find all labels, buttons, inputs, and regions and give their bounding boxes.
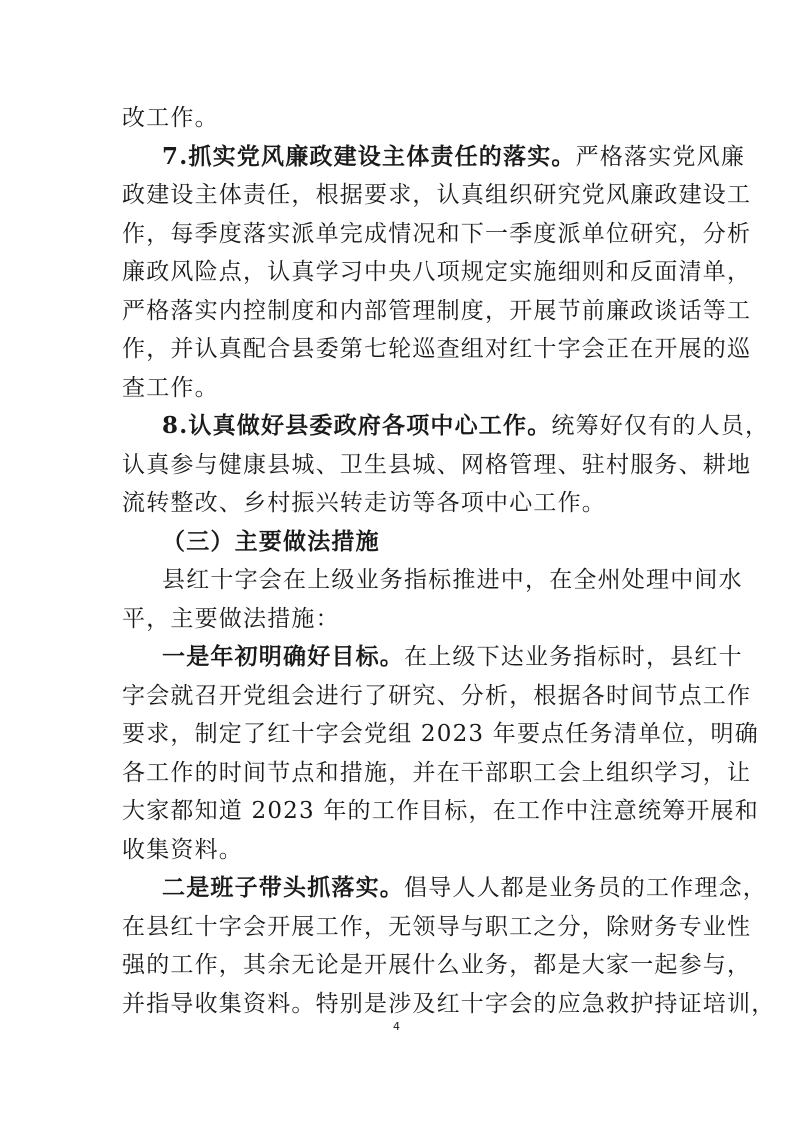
text-line: 大家都知道 2023 年的工作目标，在工作中注意统筹开展和 xyxy=(122,798,759,824)
section-title: （三）主要做法措施 xyxy=(162,527,380,555)
text-line: 8.认真做好县委政府各项中心工作。统筹好仅有的人员， xyxy=(162,412,770,439)
text-line: 认真参与健康县城、卫生县城、网格管理、驻村服务、耕地 xyxy=(122,451,752,478)
text-line: 平，主要做法措施： xyxy=(122,605,340,632)
text-line: 作，并认真配合县委第七轮巡查组对红十字会正在开展的巡 xyxy=(122,336,752,362)
text-line: 收集资料。 xyxy=(122,836,243,863)
text-line: 7.抓实党风廉政建设主体责任的落实。严格落实党风廉 xyxy=(162,142,746,170)
text-line: 并指导收集资料。特别是涉及红十字会的应急救护持证培训， xyxy=(122,990,776,1017)
text-line: 强的工作，其余无论是开展什么业务，都是大家一起参与， xyxy=(122,952,752,978)
measure-1-heading: 一是年初明确好目标。 xyxy=(162,643,404,670)
text-line: 严格落实内控制度和内部管理制度，开展节前廉政谈话等工 xyxy=(122,297,752,324)
text-line: 要求，制定了红十字会党组 2023 年要点任务清单位，明确 xyxy=(122,721,759,747)
text-line: 在县红十字会开展工作，无领导与职工之分，除财务专业性 xyxy=(122,913,752,940)
page-number: 4 xyxy=(393,1020,400,1033)
text-line: 各工作的时间节点和措施，并在干部职工会上组织学习，让 xyxy=(122,759,752,786)
item-7-heading: 7.抓实党风廉政建设主体责任的落实。 xyxy=(162,142,576,170)
text-line: 作，每季度落实派单完成情况和下一季度派单位研究，分析 xyxy=(122,220,752,247)
text-line: 字会就召开党组会进行了研究、分析，根据各时间节点工作 xyxy=(122,682,752,709)
text-line: 政建设主体责任，根据要求，认真组织研究党风廉政建设工 xyxy=(122,182,752,208)
text-line: 流转整改、乡村振兴转走访等各项中心工作。 xyxy=(122,490,606,516)
text-line: 二是班子带头抓落实。倡导人人都是业务员的工作理念， xyxy=(162,874,767,901)
text-line: 查工作。 xyxy=(122,374,219,401)
text-line: 县红十字会在上级业务指标推进中，在全州处理中间水 xyxy=(162,567,743,593)
text-line: 改工作。 xyxy=(122,105,219,131)
text-line: 一是年初明确好目标。在上级下达业务指标时，县红十 xyxy=(162,643,743,670)
measure-2-heading: 二是班子带头抓落实。 xyxy=(162,874,404,901)
item-8-heading: 8.认真做好县委政府各项中心工作。 xyxy=(162,412,552,439)
text-line: 廉政风险点，认真学习中央八项规定实施细则和反面清单， xyxy=(122,259,752,285)
